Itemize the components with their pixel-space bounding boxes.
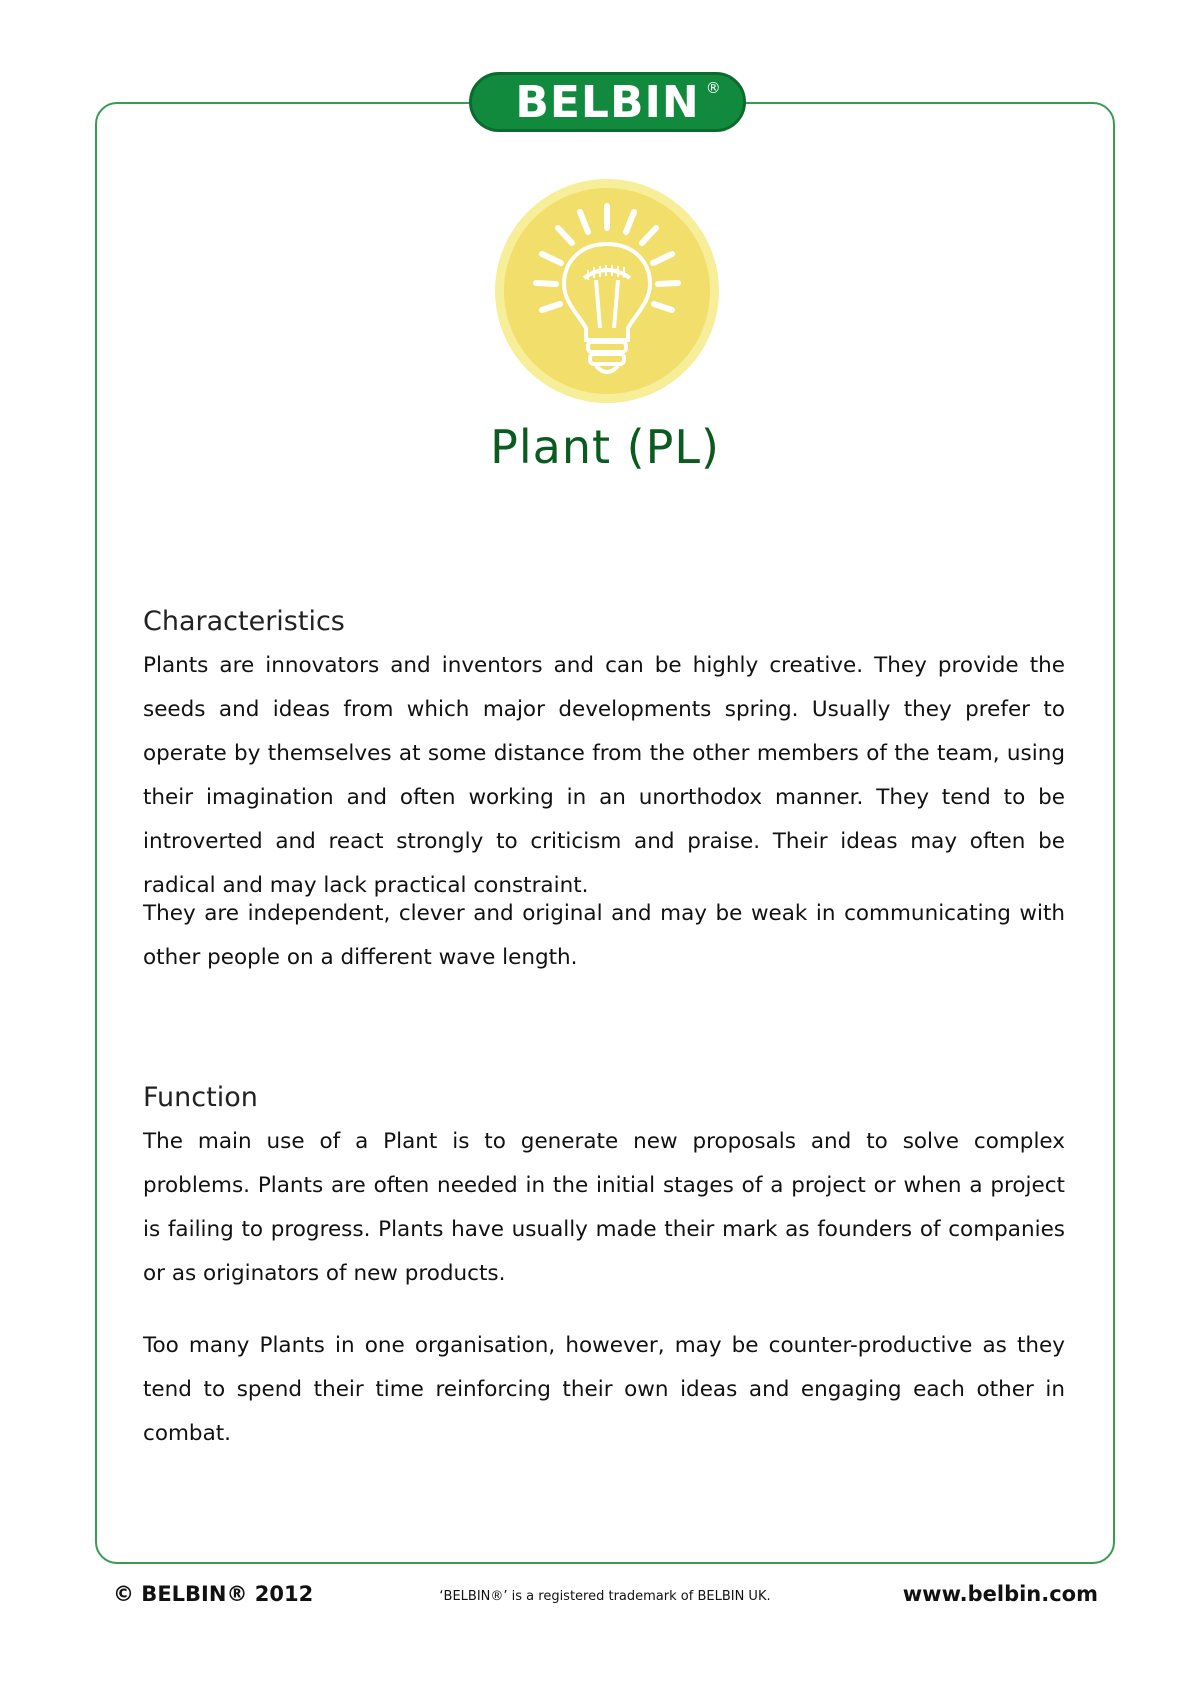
logo-text: BELBIN ® <box>515 76 722 128</box>
lightbulb-icon <box>492 176 722 406</box>
characteristics-paragraph-2: They are independent, clever and original and may be weak in communicating with other people on a different wave length. <box>143 901 1065 970</box>
section-heading-characteristics: Characteristics <box>143 606 345 637</box>
footer-trademark: ‘BELBIN®’ is a registered trademark of BELBIN UK. <box>439 1589 771 1604</box>
belbin-logo <box>469 72 746 132</box>
function-paragraph-1: The main use of a Plant is to generate new proposals and to solve complex problems. Plants are often needed in the initial stages of a project or when a project is failing to progress. Plants have usually made their mark as founders of companies or as originators of new products. <box>143 1129 1065 1286</box>
characteristics-paragraph-1: Plants are innovators and inventors and can be highly creative. They provide the seeds and ideas from which major developments spring. Usually they prefer to operate by themselves at some distance from the other members of the team, using their imagination and often working in an unorthodox manner. They tend to be introverted and react strongly to criticism and praise. Their ideas may often be radical and may lack practical constraint. <box>143 653 1065 898</box>
role-title: Plant (PL) <box>490 420 720 474</box>
registered-mark: ® <box>705 78 722 97</box>
section-heading-function: Function <box>143 1082 258 1113</box>
footer-website-link[interactable]: www.belbin.com <box>902 1582 1098 1606</box>
footer-copyright: © BELBIN® 2012 <box>113 1582 314 1606</box>
function-paragraph-2: Too many Plants in one organisation, however, may be counter-productive as they tend to spend their time reinforcing their own ideas and engaging each other in combat. <box>143 1333 1065 1446</box>
